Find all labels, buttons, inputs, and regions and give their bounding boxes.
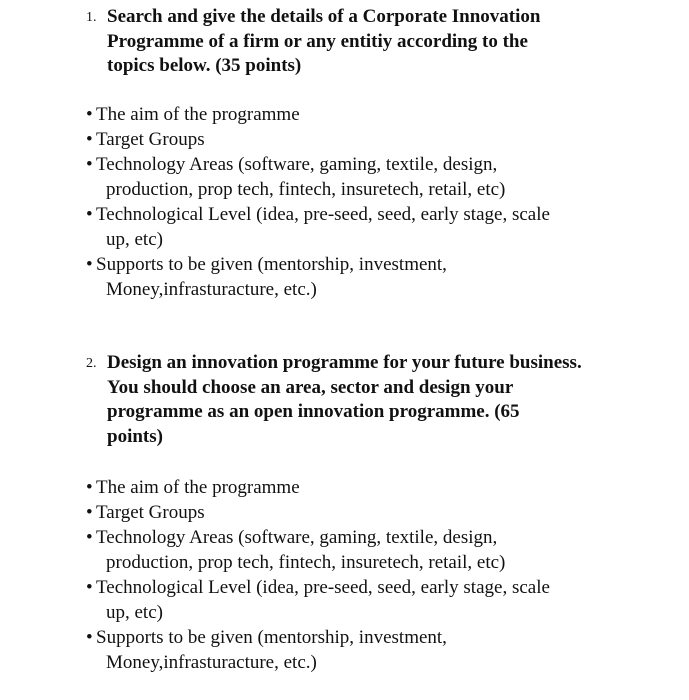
question-2-number: 2. — [86, 356, 97, 371]
list-item — [86, 575, 646, 625]
list-item-text-continued: production, prop tech, fintech, insuretech, retail, etc) — [106, 552, 506, 573]
list-item-text-continued: production, prop tech, fintech, insuretech, retail, etc) — [106, 178, 506, 200]
list-item-text-continued: up, etc) — [106, 228, 163, 250]
bullet-icon: • — [86, 103, 93, 125]
question-1-heading — [86, 5, 646, 79]
list-item-text: Technological Level (idea, pre-seed, seed, early stage, scale — [96, 203, 550, 225]
list-item-text: Technology Areas (software, gaming, textile, design, — [96, 527, 498, 548]
question-1 — [86, 5, 646, 302]
list-item-text-continued: up, etc) — [106, 602, 163, 623]
bullet-icon: • — [86, 128, 93, 150]
question-1-heading-line: Programme of a firm or any entitiy according to the — [107, 30, 528, 52]
list-item-text: Technology Areas (software, gaming, textile, design, — [96, 153, 498, 175]
question-2-topic-list — [86, 475, 646, 675]
bullet-icon: • — [86, 527, 93, 548]
bullet-icon: • — [86, 203, 93, 225]
bullet-icon: • — [86, 477, 93, 498]
bullet-icon: • — [86, 253, 93, 275]
question-1-topic-list — [86, 102, 646, 302]
list-item-text-continued: Money,infrasturacture, etc.) — [106, 278, 317, 300]
list-item-text: Supports to be given (mentorship, investment, — [96, 253, 447, 275]
list-item — [86, 202, 646, 252]
list-item — [86, 625, 646, 675]
question-2-heading — [86, 351, 646, 449]
bullet-icon: • — [86, 502, 93, 523]
list-item — [86, 500, 646, 525]
list-item — [86, 475, 646, 500]
question-1-heading-line: topics below. (35 points) — [107, 55, 302, 76]
list-item — [86, 152, 646, 202]
list-item-text: The aim of the programme — [96, 477, 300, 498]
list-item — [86, 252, 646, 302]
question-2-heading-line: Design an innovation programme for your future business. — [107, 352, 582, 373]
list-item — [86, 525, 646, 575]
question-1-heading-line: Search and give the details of a Corporate Innovation — [107, 6, 541, 27]
list-item-text: Supports to be given (mentorship, investment, — [96, 627, 447, 648]
bullet-icon: • — [86, 153, 93, 175]
list-item-text-continued: Money,infrasturacture, etc.) — [106, 652, 317, 673]
question-2-heading-line: points) — [107, 425, 163, 447]
list-item-text: The aim of the programme — [96, 103, 300, 125]
list-item — [86, 102, 646, 127]
bullet-icon: • — [86, 577, 93, 598]
list-item-text: Technological Level (idea, pre-seed, seed, early stage, scale — [96, 577, 550, 598]
question-2 — [86, 351, 646, 675]
question-1-number: 1. — [86, 10, 97, 25]
question-2-heading-line: You should choose an area, sector and design your — [107, 376, 514, 398]
question-2-heading-line: programme as an open innovation programme. (65 — [107, 401, 520, 422]
list-item-text: Target Groups — [96, 128, 205, 150]
bullet-icon: • — [86, 627, 93, 648]
list-item-text: Target Groups — [96, 502, 205, 523]
list-item — [86, 127, 646, 152]
